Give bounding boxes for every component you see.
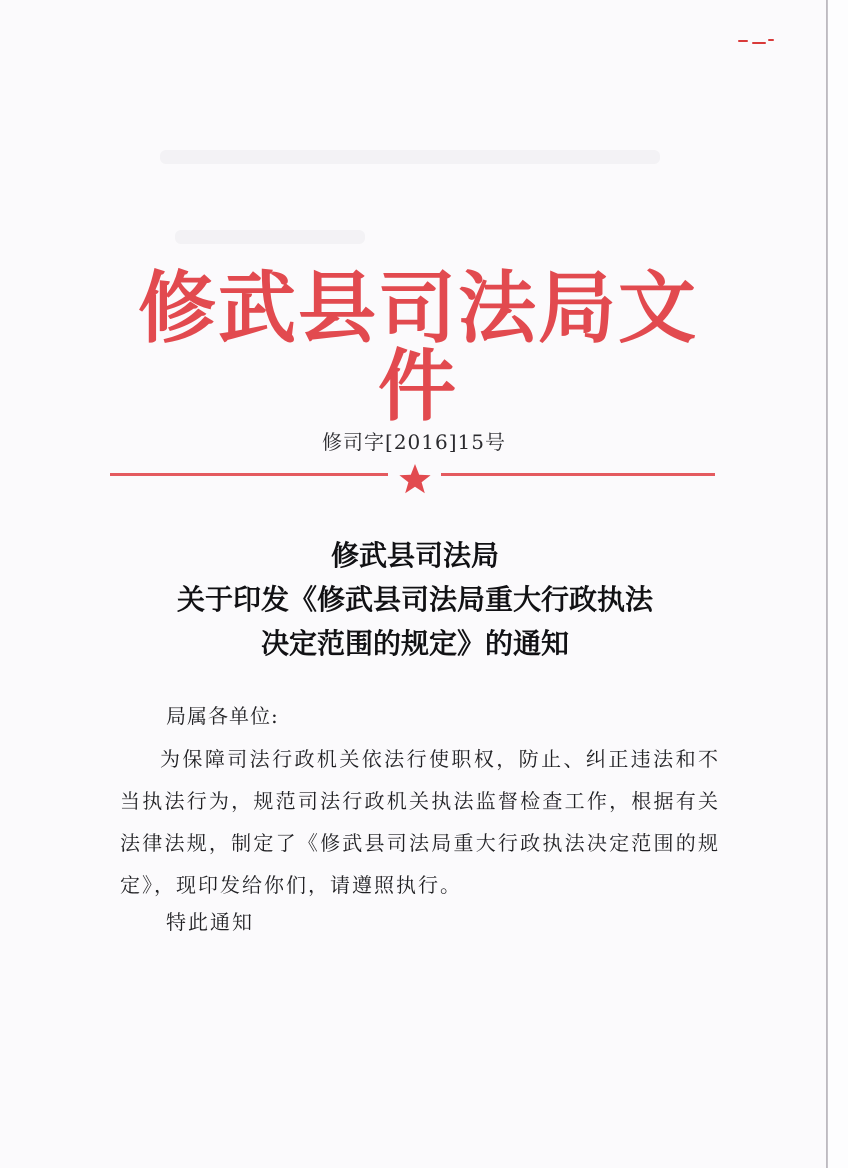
notice-heading-line: 关于印发《修武县司法局重大行政执法 (176, 583, 653, 616)
salutation: 局属各单位: (166, 704, 279, 728)
red-rule-right (441, 473, 715, 476)
notice-body-paragraph: 为保障司法行政机关依法行使职权，防止、纠正违法和不当执法行为，规范司法行政机关执法监督检查工作，根据有关法律法规，制定了《修武县司法局重大行政执法决定范围的规定》，现印发给你们，请遵照执行。 (120, 747, 720, 897)
scan-margin (828, 0, 848, 1168)
star-icon (398, 462, 432, 496)
red-rule-left (110, 473, 388, 476)
notice-body (120, 738, 720, 906)
document-header-title: 修武县司法局文件 (137, 263, 698, 432)
notice-heading-line: 修武县司法局 (330, 539, 499, 572)
red-ink-marks (738, 36, 778, 48)
notice-heading-line: 决定范围的规定》的通知 (260, 627, 569, 660)
closing-line: 特此通知 (166, 910, 254, 934)
notice-heading (110, 534, 720, 666)
document-number: 修司字[2016]15号 (322, 430, 506, 454)
faint-bleed-through-line (175, 230, 365, 244)
faint-bleed-through-line (160, 150, 660, 164)
